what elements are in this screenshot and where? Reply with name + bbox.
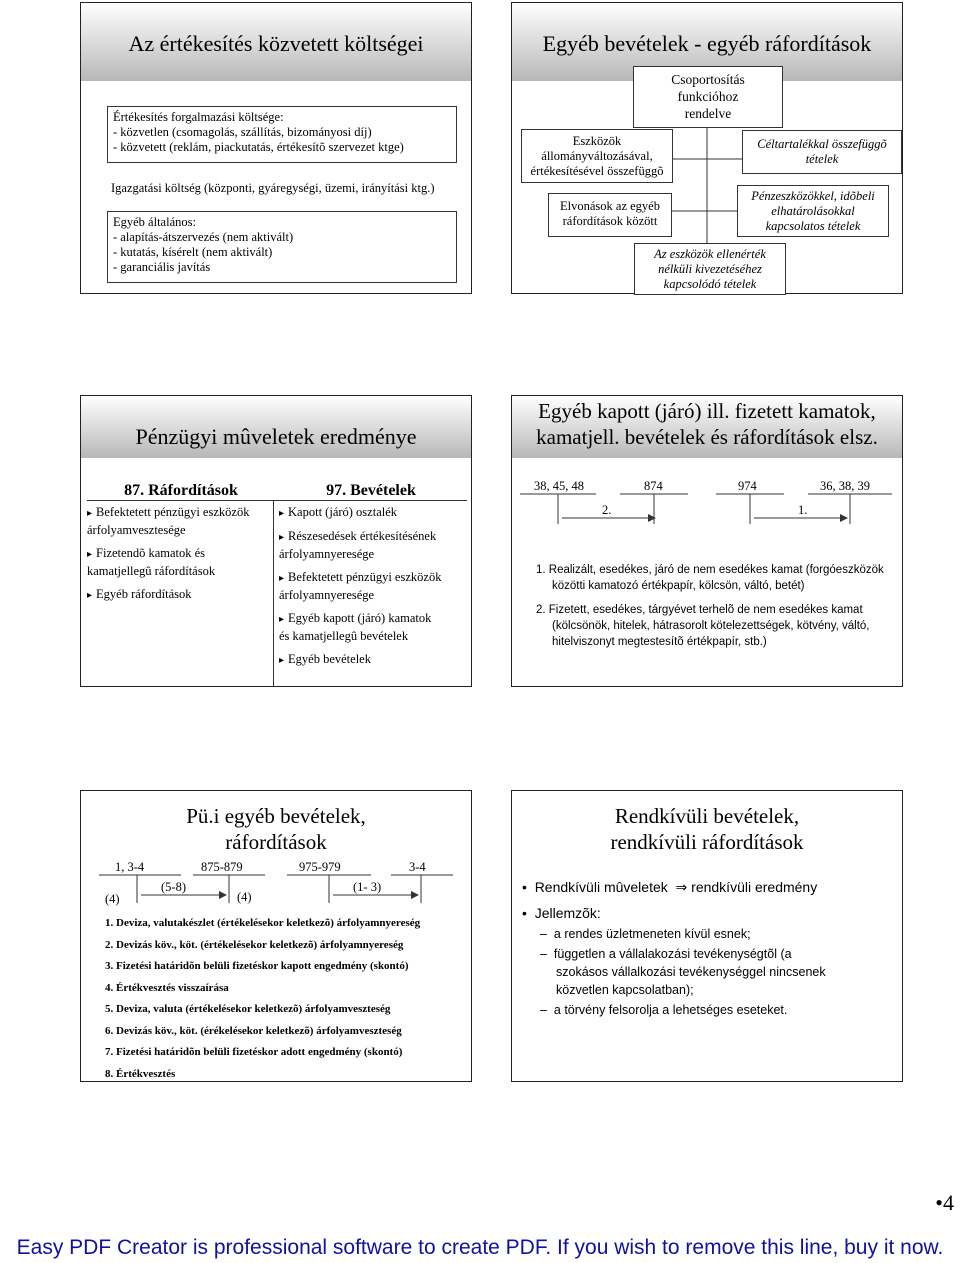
bullet-icon <box>279 570 288 584</box>
s6-bullet-2 <box>522 903 601 923</box>
slide-5 <box>80 790 472 1082</box>
bullet-icon: • <box>935 1190 943 1215</box>
s1-box-egyeb-altalanos <box>107 211 457 283</box>
s2-left-box-1 <box>521 129 673 183</box>
s3-right-list <box>279 504 467 669</box>
s3-left-text: árfolyamvesztesége <box>87 523 186 537</box>
s3-left-item <box>87 545 267 580</box>
s2-left2-line: Elvonások az egyéb <box>560 199 660 213</box>
s5-item: 7. Fizetési határidõn belüli fizetéskor adott engedmény (skontó) <box>105 1046 403 1058</box>
s6-sublist <box>540 925 888 1019</box>
s2-bottom-box <box>634 243 786 295</box>
bullet-icon <box>87 587 96 601</box>
s3-right-item <box>279 569 467 604</box>
slide-2 <box>511 2 903 294</box>
s4-arrowhead-icon <box>648 514 656 522</box>
s2-left1-line: Eszközök <box>572 134 622 148</box>
s4-title-line: kamatjell. bevételek és ráfordítások elsz. <box>536 425 878 449</box>
s1-box3-line: - alapítás-átszervezés (nem aktivált) <box>113 230 294 244</box>
s2-center-line: rendelve <box>684 106 732 121</box>
s5-list <box>105 913 469 1085</box>
s3-right-text: Egyéb bevételek <box>288 652 371 666</box>
s4-acct: 974 <box>738 479 757 493</box>
s4-p2-line: hitelviszonyt megtestesítõ értékpapír, stb.) <box>552 636 767 648</box>
bullet-icon <box>87 505 96 519</box>
s5-acct: 1, 3-4 <box>115 860 145 874</box>
s3-right-item <box>279 504 467 522</box>
s5-title-line: ráfordítások <box>225 830 327 854</box>
s2-right2-line: kapcsolatos tételek <box>765 219 861 233</box>
s2-center-box <box>633 66 783 128</box>
s1-igazgatasi: Igazgatási költség (központi, gyáregységi, üzemi, irányítási ktg.) <box>111 181 435 195</box>
s6-sub-text: közvetlen kapcsolatban); <box>556 983 694 997</box>
s3-left-text: Fizetendõ kamatok és <box>96 546 206 560</box>
s2-right-box-1 <box>742 130 902 174</box>
s2-right1-line: tételek <box>805 152 839 166</box>
s6-b1-right: rendkívüli eredmény <box>691 879 818 895</box>
s1-box3-line: - garanciális javítás <box>113 260 211 274</box>
s3-left-text: kamatjellegû ráfordítások <box>87 564 216 578</box>
page-number-value: 4 <box>943 1190 954 1215</box>
s5-acct: 3-4 <box>409 860 426 874</box>
s5-mark: (5-8) <box>161 880 186 894</box>
s2-right1-line: Céltartalékkal összefüggõ <box>757 137 887 151</box>
s6-sub-item <box>540 1001 888 1019</box>
s6-title-line: Rendkívüli bevételek, <box>614 804 800 828</box>
dash-icon: – <box>540 927 554 941</box>
s5-mark: (1- 3) <box>353 880 382 894</box>
s6-bullet-1 <box>522 877 817 897</box>
s1-box1-line: Értékesítés forgalmazási költsége: <box>113 110 284 124</box>
s3-underline <box>87 500 467 501</box>
s3-right-text: árfolyamnyeresége <box>279 588 375 602</box>
s3-right-item <box>279 651 467 669</box>
s1-box1-line: - közvetett (reklám, piackutatás, értékesítõ szervezet ktge) <box>113 140 404 154</box>
slide-2-title: Egyéb bevételek - egyéb ráfordítások <box>542 31 872 56</box>
s1-box3-line: - kutatás, kísérelt (nem aktivált) <box>113 245 273 259</box>
s5-acct: 975-979 <box>299 860 341 874</box>
s2-left-box-2 <box>548 193 672 237</box>
s3-right-text: Egyéb kapott (járó) kamatok <box>288 611 432 625</box>
slide-1-title-bar <box>81 3 471 81</box>
s2-left1-line: értékesítésével összefüggõ <box>530 164 664 178</box>
s5-mark: (4) <box>237 890 252 904</box>
s3-right-text: árfolyamnyeresége <box>279 547 375 561</box>
slide-3-title: Pénzügyi mûveletek eredménye <box>135 424 417 449</box>
s4-p1-line: közötti kamatozó értékpapír, kölcsön, váltó, betét) <box>552 580 805 592</box>
slide-6 <box>511 790 903 1082</box>
slide-6-title <box>512 803 902 855</box>
s4-p2-line: (kölcsönök, hitelek, hátrasorolt kötelezettségek, kötvény, váltó, <box>552 620 870 632</box>
s6-sub-text: a rendes üzletmeneten kívül esnek; <box>553 927 751 941</box>
s4-arrow-label: 2. <box>602 503 612 517</box>
s3-right-item <box>279 528 467 563</box>
s1-box-forgalmazasi <box>107 106 457 163</box>
s3-right-text: és kamatjellegû bevételek <box>279 629 409 643</box>
s5-arrowhead-icon <box>219 891 227 899</box>
s3-left-text: Egyéb ráfordítások <box>96 587 192 601</box>
s2-left1-line: állományváltozásával, <box>541 149 653 163</box>
slide-1-title: Az értékesítés közvetett költségei <box>128 31 424 56</box>
s5-item: 2. Devizás köv., köt. (értékelésekor keletkezõ) árfolyamnyereség <box>105 938 404 951</box>
s4-arrowhead-icon <box>840 514 848 522</box>
bullet-icon: • <box>522 905 535 921</box>
s4-acct: 874 <box>644 479 663 493</box>
s1-box1-line: - közvetlen (csomagolás, szállítás, bizományosi díj) <box>113 125 372 139</box>
s5-mark: (4) <box>105 892 120 906</box>
s6-sub-item <box>540 925 888 943</box>
s1-box3-line: Egyéb általános: <box>113 215 196 229</box>
s6-sub-text: független a vállalakozási tevékenységtõl (a <box>553 947 792 961</box>
s5-item: 5. Deviza, valuta (értékelésekor keletkezõ) árfolyamveszteség <box>105 1003 391 1015</box>
s3-right-item <box>279 610 467 645</box>
s2-bottom-line: nélküli kivezetéséhez <box>658 262 762 276</box>
bullet-icon <box>279 652 288 666</box>
s4-para-2 <box>536 602 898 650</box>
slide-3-title-bar <box>81 396 471 458</box>
s6-title-line: rendkívüli ráfordítások <box>610 830 804 854</box>
s4-acct: 36, 38, 39 <box>820 479 870 493</box>
s6-b1-left: Rendkívüli mûveletek <box>534 879 668 895</box>
s5-arrowhead-icon <box>411 891 419 899</box>
s5-item: 4. Értékvesztés visszaírása <box>105 981 229 994</box>
s5-item: 6. Devizás köv., köt. (érékelésekor keletkezõ) árfolyamveszteség <box>105 1024 402 1037</box>
s6-sub-text: szokásos vállalkozási tevékenységgel nincsenek <box>556 965 826 979</box>
s3-right-text: Befektetett pénzügyi eszközök <box>288 570 442 584</box>
bullet-icon <box>279 505 288 519</box>
s2-right2-line: elhatárolásokkal <box>771 204 855 218</box>
implies-arrow-icon: ⇒ <box>671 879 692 895</box>
s5-item: 8. Értékvesztés <box>105 1067 176 1080</box>
bullet-icon <box>279 529 288 543</box>
s3-divider <box>273 500 274 686</box>
s4-acct: 38, 45, 48 <box>534 479 584 493</box>
s3-left-item <box>87 504 267 539</box>
s2-left2-line: ráfordítások között <box>562 214 658 228</box>
s2-right-box-2 <box>737 185 889 237</box>
s3-left-list <box>87 504 267 604</box>
slide-3 <box>80 395 472 687</box>
s2-bottom-line: Az eszközök ellenérték <box>654 247 766 261</box>
s2-bottom-line: kapcsolódó tételek <box>663 277 757 291</box>
bullet-icon <box>87 546 96 560</box>
s5-item: 3. Fizetési határidõn belüli fizetéskor kapott engedmény (skontó) <box>105 960 409 972</box>
s4-para-1 <box>536 562 896 594</box>
s4-p1-line: 1. Realizált, esedékes, járó de nem esedékes kamat (forgóeszközök <box>536 564 884 576</box>
bullet-icon <box>279 611 288 625</box>
s6-sub-text: a törvény felsorolja a lehetséges eseteket. <box>553 1003 788 1017</box>
bullet-icon: • <box>522 879 535 895</box>
s3-right-text: Kapott (járó) osztalék <box>288 505 398 519</box>
s3-left-text: Befektetett pénzügyi eszközök <box>96 505 250 519</box>
dash-icon: – <box>540 947 554 961</box>
s6-sub-item <box>540 945 888 999</box>
s2-center-line: Csoportosítás <box>671 72 745 87</box>
s4-arrow-label: 1. <box>798 503 808 517</box>
s5-title-line: Pü.i egyéb bevételek, <box>186 804 366 828</box>
dash-icon: – <box>540 1003 554 1017</box>
s3-left-item <box>87 586 267 604</box>
s6-b2: Jellemzõk: <box>534 905 601 921</box>
s5-item: 1. Deviza, valutakészlet (értékelésekor keletkezõ) árfolyamnyereség <box>105 917 421 929</box>
s3-right-text: Részesedések értékesítésének <box>288 529 437 543</box>
s2-right2-line: Pénzeszközökkel, idõbeli <box>751 189 875 203</box>
s2-center-line: funkcióhoz <box>677 89 739 104</box>
s3-right-head: 97. Bevételek <box>326 482 416 499</box>
slide-1 <box>80 2 472 294</box>
slide-4 <box>511 395 903 687</box>
s3-left-head: 87. Ráfordítások <box>124 482 238 499</box>
s4-p2-line: 2. Fizetett, esedékes, tárgyévet terhelõ de nem esedékes kamat <box>536 604 863 616</box>
s4-title-line: Egyéb kapott (járó) ill. fizetett kamatok, <box>538 399 876 423</box>
s5-acct: 875-879 <box>201 860 243 874</box>
page-number <box>935 1190 954 1216</box>
pdf-creator-footer: Easy PDF Creator is professional software to create PDF. If you wish to remove this line, buy it now. <box>16 1236 944 1259</box>
